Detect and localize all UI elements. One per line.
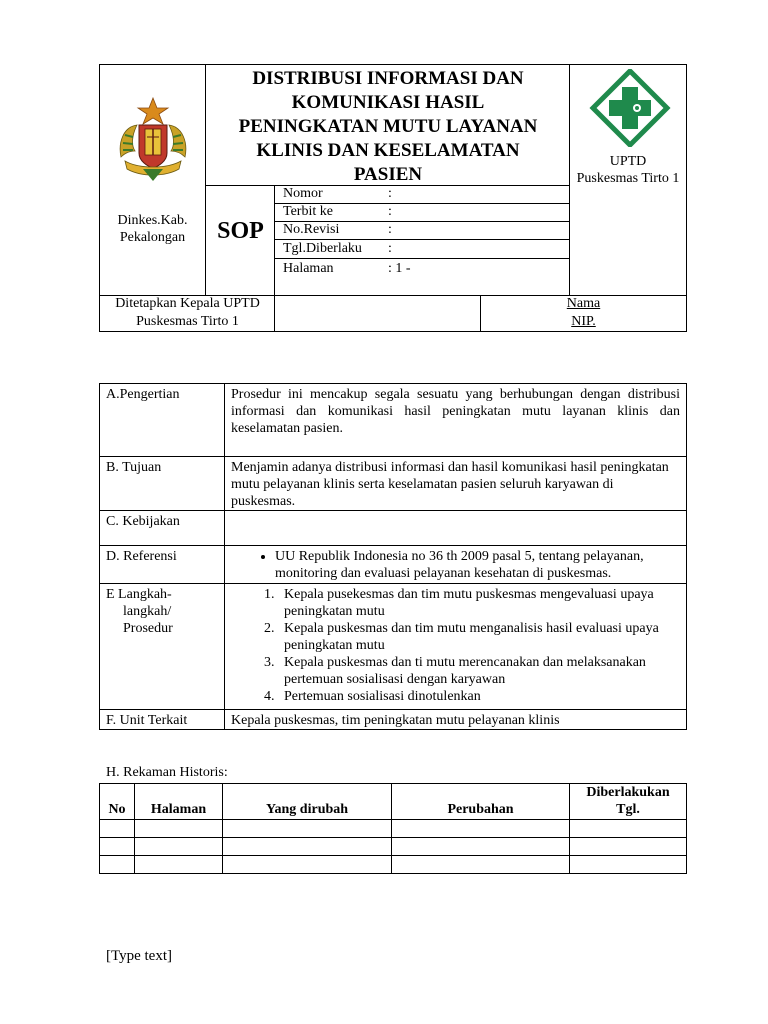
- section-referensi: [100, 546, 687, 584]
- meta-value-halaman: : 1 -: [388, 261, 411, 276]
- meta-label-halaman: Halaman: [283, 261, 334, 276]
- section-label: C. Kebijakan: [100, 511, 225, 546]
- section-tujuan: [100, 457, 687, 511]
- section-prosedur: [100, 584, 687, 710]
- section-text: [225, 546, 687, 584]
- section-unit-terkait: [100, 710, 687, 730]
- col-yang-dirubah: Yang dirubah: [223, 784, 392, 820]
- meta-label-nomor: Nomor: [283, 186, 323, 201]
- section-label: B. Tujuan: [100, 457, 225, 511]
- meta-value-nomor: :: [388, 186, 392, 201]
- section-label: F. Unit Terkait: [100, 710, 225, 730]
- title-line: PENINGKATAN MUTU LAYANAN: [238, 116, 538, 137]
- meta-label-diberlaku: Tgl.Diberlaku: [283, 241, 362, 256]
- puskesmas-name: Puskesmas Tirto 1: [576, 171, 680, 186]
- col-diberlakukan-line: Tgl.: [616, 802, 640, 817]
- col-perubahan: Perubahan: [392, 784, 570, 820]
- uptd-label: UPTD: [609, 154, 647, 169]
- ditetapkan-block: [100, 295, 275, 331]
- meta-value-diberlaku: :: [388, 241, 392, 256]
- section-kebijakan: [100, 511, 687, 546]
- ditetapkan-line: Puskesmas Tirto 1: [136, 314, 239, 329]
- section-label: A.Pengertian: [100, 384, 225, 457]
- kabupaten-label: Pekalongan: [119, 230, 186, 245]
- title-line: DISTRIBUSI INFORMASI DAN: [252, 68, 524, 89]
- title-line: PASIEN: [353, 164, 423, 185]
- dinkes-label: Dinkes.Kab.: [117, 213, 188, 228]
- procedure-steps: [231, 586, 680, 705]
- section-text: Kepala puskesmas, tim peningkatan mutu pelayanan klinis: [225, 710, 687, 730]
- section-label-line: langkah/: [123, 604, 172, 619]
- sop-label: SOP: [217, 218, 264, 244]
- section-label-line: Prosedur: [123, 621, 173, 636]
- section-text: [225, 511, 687, 546]
- nama-label: Nama: [566, 296, 601, 311]
- procedure-step: 2. Kepala puskesmas dan tim mutu menganalisis hasil evaluasi upaya peningkatan mutu: [278, 620, 680, 654]
- right-org: [569, 153, 687, 187]
- section-pengertian: [100, 384, 687, 457]
- meta-label-terbit: Terbit ke: [283, 204, 333, 219]
- procedure-step: 3. Kepala puskesmas dan ti mutu merencanakan dan melaksanakan pertemuan sosialisasi dengan karyawan: [278, 654, 680, 688]
- procedure-step: 4. Pertemuan sosialisasi dinotulenkan: [278, 688, 680, 705]
- sop-content-table: [99, 383, 687, 730]
- history-header-row: [100, 784, 687, 820]
- reference-item: • UU Republik Indonesia no 36 th 2009 pasal 5, tentang pelayanan, monitoring dan evaluasi pelayanan kesehatan di puskesmas.: [275, 548, 680, 582]
- meta-label-revisi: No.Revisi: [283, 222, 340, 237]
- section-text: [225, 584, 687, 710]
- title-line: KOMUNIKASI HASIL: [291, 92, 485, 113]
- puskesmas-logo-icon: [587, 69, 673, 147]
- reference-list: [231, 548, 680, 582]
- section-text: Menjamin adanya distribusi informasi dan hasil komunikasi hasil peningkatan mutu pelayanan klinis serta keselamatan pasien seluruh karyawan di puskesmas.: [225, 457, 687, 511]
- col-diberlakukan: [570, 784, 687, 820]
- pekalongan-emblem-icon: [115, 95, 191, 181]
- meta-value-revisi: :: [388, 222, 392, 237]
- procedure-step: 1. Kepala pusekesmas dan tim mutu puskesmas mengevaluasi upaya peningkatan mutu: [278, 586, 680, 620]
- history-row: [100, 820, 687, 838]
- ditetapkan-line: Ditetapkan Kepala UPTD: [115, 296, 260, 311]
- col-no: No: [100, 784, 135, 820]
- nip-label: NIP.: [571, 314, 596, 329]
- history-row: [100, 838, 687, 856]
- col-diberlakukan-line: Diberlakukan: [586, 785, 670, 800]
- section-text: Prosedur ini mencakup segala sesuatu yang berhubungan dengan distribusi informasi dan komunikasi hasil peningkatan mutu layanan klinis dan keselamatan pasien.: [225, 384, 687, 457]
- sop-header: [99, 64, 687, 332]
- title-line: KLINIS DAN KESELAMATAN: [256, 140, 520, 161]
- col-halaman: Halaman: [135, 784, 223, 820]
- left-org: [100, 212, 205, 246]
- signature-block: [480, 295, 687, 331]
- history-row: [100, 856, 687, 874]
- document-title: [207, 67, 569, 187]
- history-title: H. Rekaman Historis:: [106, 765, 228, 780]
- section-label-line: E Langkah-: [106, 587, 172, 602]
- meta-value-terbit: :: [388, 204, 392, 219]
- footer-placeholder: [Type text]: [106, 948, 173, 964]
- history-table: [99, 783, 687, 874]
- section-label: [100, 584, 225, 710]
- section-label: D. Referensi: [100, 546, 225, 584]
